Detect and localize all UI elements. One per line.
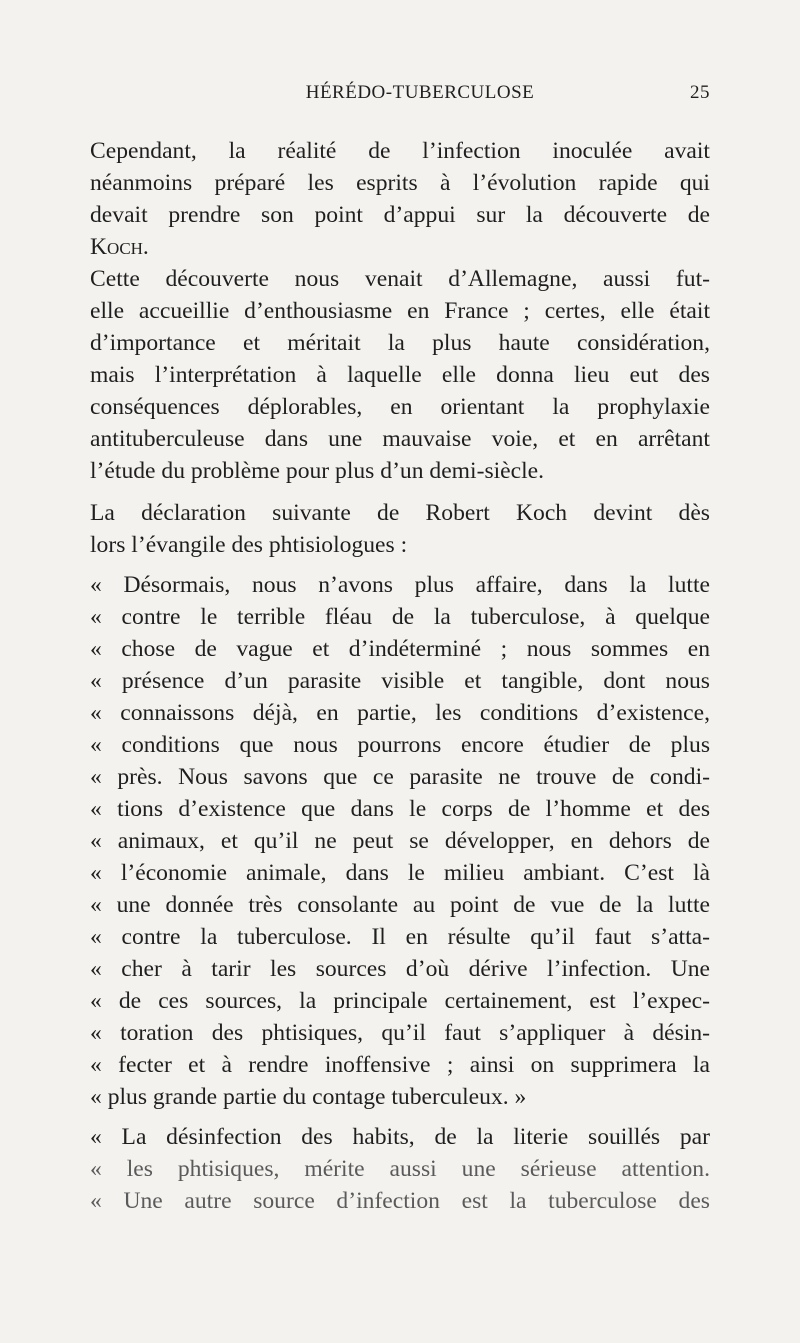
quote-line: « connaissons déjà, en partie, les conditions d’existence, — [90, 700, 710, 726]
quote-line: « une donnée très consolante au point de vue de la lutte — [90, 892, 710, 918]
text-line: devait prendre son point d’appui sur la découverte de — [90, 202, 710, 228]
text-line: elle accueillie d’enthousiasme en France ; certes, elle était — [90, 298, 710, 324]
text-line: Cependant, la réalité de l’infection inoculée avait — [90, 138, 710, 164]
quote-line: « toration des phtisiques, qu’il faut s’appliquer à désin- — [90, 1020, 710, 1046]
text-line: La déclaration suivante de Robert Koch devint dès — [90, 500, 710, 526]
quote-line: « présence d’un parasite visible et tangible, dont nous — [90, 668, 710, 694]
text-line: mais l’interprétation à laquelle elle donna lieu eut des — [90, 362, 710, 388]
quote-line: « conditions que nous pourrons encore étudier de plus — [90, 732, 710, 758]
page-number: 25 — [690, 82, 710, 103]
quote-line: « plus grande partie du contage tuberculeux. » — [90, 1084, 527, 1110]
paragraph-2 — [90, 263, 710, 487]
quote-line: « fecter et à rendre inoffensive ; ainsi on supprimera la — [90, 1052, 710, 1078]
quote-line: « près. Nous savons que ce parasite ne trouve de condi- — [90, 764, 710, 790]
text-line: néanmoins préparé les esprits à l’évolution rapide qui — [90, 170, 710, 196]
quotation-1 — [90, 569, 710, 1113]
quote-line: « contre le terrible fléau de la tuberculose, à quelque — [90, 604, 710, 630]
quote-line: « Une autre source d’infection est la tuberculose des — [90, 1188, 710, 1214]
text-line: lors l’évangile des phtisiologues : — [90, 532, 408, 558]
paragraph-1 — [90, 135, 710, 263]
quotation-2 — [90, 1121, 710, 1217]
body-text — [90, 135, 710, 1217]
text-line: conséquences déplorables, en orientant la prophylaxie — [90, 394, 710, 420]
quote-line: « contre la tuberculose. Il en résulte qu’il faut s’atta- — [90, 924, 710, 950]
quote-line: « Désormais, nous n’avons plus affaire, dans la lutte — [90, 572, 710, 598]
quote-line: « l’économie animale, dans le milieu ambiant. C’est là — [90, 860, 710, 886]
paragraph-3 — [90, 497, 710, 561]
quote-line: « animaux, et qu’il ne peut se développer, en dehors de — [90, 828, 710, 854]
quote-line: « de ces sources, la principale certainement, est l’expec- — [90, 988, 710, 1014]
text-line: l’étude du problème pour plus d’un demi-siècle. — [90, 458, 545, 484]
quote-line: « cher à tarir les sources d’où dérive l’infection. Une — [90, 956, 710, 982]
text-line: Cette découverte nous venait d’Allemagne, aussi fut- — [90, 266, 710, 292]
header-title: HÉRÉDO-TUBERCULOSE — [305, 82, 535, 103]
running-header — [90, 82, 710, 112]
text-line: Koch. — [90, 234, 149, 260]
quote-line: « tions d’existence que dans le corps de l’homme et des — [90, 796, 710, 822]
text-line: d’importance et méritait la plus haute considération, — [90, 330, 710, 356]
text-line: antituberculeuse dans une mauvaise voie, et en arrêtant — [90, 426, 710, 452]
quote-line: « La désinfection des habits, de la literie souillés par — [90, 1124, 710, 1150]
quote-line: « les phtisiques, mérite aussi une sérieuse attention. — [90, 1156, 710, 1182]
quote-line: « chose de vague et d’indéterminé ; nous sommes en — [90, 636, 710, 662]
